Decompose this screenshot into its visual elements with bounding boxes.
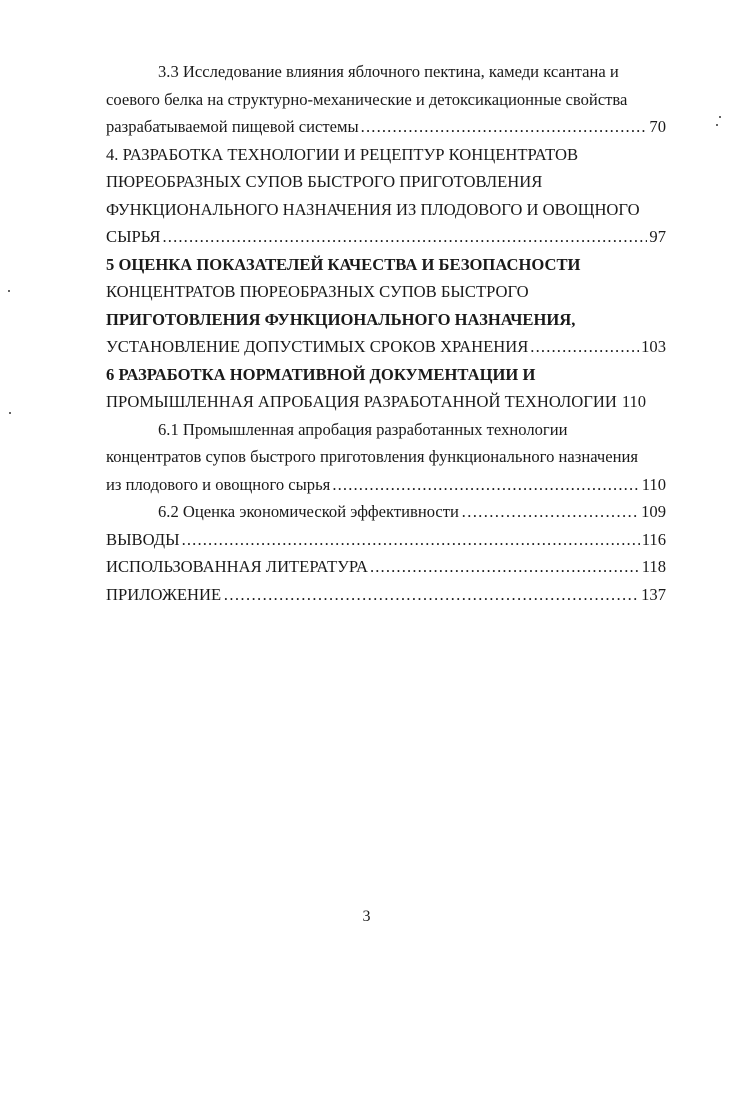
toc-entry-6-line-1 — [106, 365, 666, 393]
toc-entry-5-line-2 — [106, 282, 666, 310]
toc-heading: ФУНКЦИОНАЛЬНОГО НАЗНАЧЕНИЯ ИЗ ПЛОДОВОГО И ОВОЩНОГО — [106, 199, 640, 219]
toc-entry-3-3-line-2 — [106, 90, 666, 118]
toc-entry-5-line-1 — [106, 255, 666, 283]
dot-leader — [332, 475, 639, 495]
toc-heading: ПРИГОТОВЛЕНИЯ ФУНКЦИОНАЛЬНОГО НАЗНАЧЕНИЯ, — [106, 309, 576, 329]
toc-text: 6.1 Промышленная апробация разработанных технологии — [158, 419, 568, 439]
toc-heading: ПРОМЫШЛЕННАЯ АПРОБАЦИЯ РАЗРАБОТАННОЙ ТЕХНОЛОГИИ — [106, 392, 617, 411]
toc-page-number: 110 — [641, 474, 666, 494]
dot-leader — [361, 117, 648, 137]
toc-text: концентратов супов быстрого приготовления функционального назначения — [106, 447, 639, 466]
dot-leader — [530, 337, 639, 357]
dot-leader — [370, 557, 640, 577]
toc-entry-4-line-4 — [106, 227, 666, 255]
scan-speck — [8, 290, 10, 292]
toc-heading: СЫРЬЯ — [106, 227, 161, 246]
toc-heading: ПЮРЕОБРАЗНЫХ СУПОВ БЫСТРОГО ПРИГОТОВЛЕНИЯ — [106, 172, 543, 191]
toc-entry-3-3-line-3 — [106, 117, 666, 145]
page-number-footer: 3 — [362, 908, 371, 925]
dot-leader — [162, 227, 647, 247]
toc-page-number: 70 — [649, 117, 666, 136]
toc-heading: ИСПОЛЬЗОВАННАЯ ЛИТЕРАТУРА — [106, 557, 368, 576]
toc-heading: 5 ОЦЕНКА ПОКАЗАТЕЛЕЙ КАЧЕСТВА И БЕЗОПАСНОСТИ — [106, 254, 581, 274]
toc-entry-6-1-line-1 — [106, 420, 666, 448]
toc-entry-6-1-line-3 — [106, 475, 666, 503]
toc-heading: 4. РАЗРАБОТКА ТЕХНОЛОГИИ И РЕЦЕПТУР КОНЦЕНТРАТОВ — [106, 144, 579, 164]
toc-page-number: 110 — [621, 392, 647, 411]
toc-entry-3-3-line-1 — [106, 62, 666, 90]
toc-entry-5-line-3 — [106, 310, 666, 338]
table-of-contents — [106, 62, 666, 612]
toc-text: 6.2 Оценка экономической эффективности — [158, 502, 459, 521]
toc-page-number: 103 — [641, 337, 666, 356]
toc-heading: 6 РАЗРАБОТКА НОРМАТИВНОЙ ДОКУМЕНТАЦИИ И — [106, 364, 536, 384]
toc-heading: ПРИЛОЖЕНИЕ — [106, 584, 222, 604]
toc-entry-4-line-2 — [106, 172, 666, 200]
toc-page-number: 109 — [641, 502, 666, 521]
toc-entry-references — [106, 557, 666, 585]
toc-entry-5-line-4 — [106, 337, 666, 365]
toc-text: соевого белка на структурно-механические и детоксикационные свойства — [106, 89, 628, 109]
toc-heading: УСТАНОВЛЕНИЕ ДОПУСТИМЫХ СРОКОВ ХРАНЕНИЯ — [106, 337, 529, 356]
scan-speck — [716, 124, 718, 126]
toc-heading: ВЫВОДЫ — [106, 529, 180, 549]
dot-leader — [223, 585, 639, 605]
toc-entry-4-line-1 — [106, 145, 666, 173]
toc-text: разрабатываемой пищевой системы — [106, 117, 359, 136]
toc-page-number: 137 — [641, 584, 666, 604]
scan-speck — [719, 116, 721, 118]
toc-entry-conclusions — [106, 530, 666, 558]
toc-entry-6-line-2 — [106, 392, 666, 420]
toc-page-number: 118 — [641, 557, 666, 576]
toc-text: из плодового и овощного сырья — [106, 474, 331, 494]
dot-leader — [182, 530, 640, 550]
scan-speck — [9, 412, 11, 414]
toc-page-number: 97 — [649, 227, 666, 246]
dot-leader — [461, 502, 639, 522]
toc-entry-appendix — [106, 585, 666, 613]
toc-entry-4-line-3 — [106, 200, 666, 228]
toc-heading: КОНЦЕНТРАТОВ ПЮРЕОБРАЗНЫХ СУПОВ БЫСТРОГО — [106, 282, 529, 301]
toc-text: 3.3 Исследование влияния яблочного пектина, камеди ксантана и — [158, 62, 619, 81]
toc-entry-6-2 — [106, 502, 666, 530]
toc-page-number: 116 — [641, 529, 666, 549]
toc-entry-6-1-line-2 — [106, 447, 666, 475]
